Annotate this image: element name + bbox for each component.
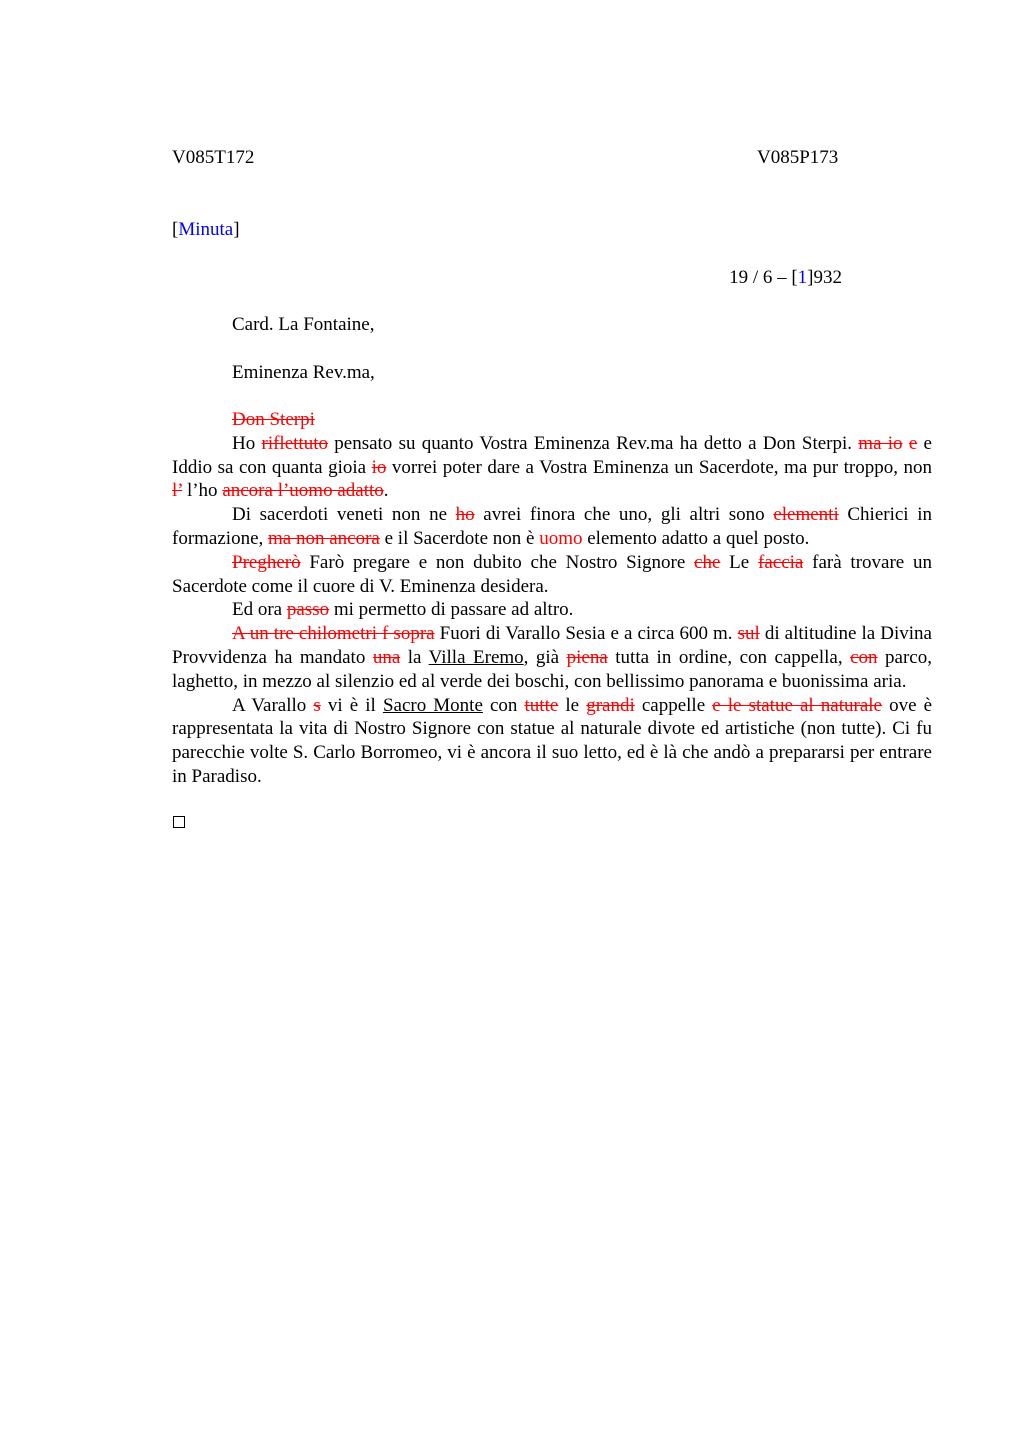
paragraph-3: Pregherò Farò pregare e non dubito che Nostro Signore che Le faccia farà trovare un Sacerdote come il cuore di V. Eminenza desidera. [172,551,932,597]
end-marker-square-icon [173,816,185,828]
salutation: Eminenza Rev.ma, [232,362,375,383]
paragraph-1: Ho riflettuto pensato su quanto Vostra Eminenza Rev.ma ha detto a Don Sterpi. ma io e e Iddio sa con quanta gioia io vorrei poter dare a Vostra Eminenza un Sacerdote, ma pur troppo, non l’ l’ho ancora l’uomo adatto. [172,432,932,502]
paragraph-5: A un tre chilometri f sopra Fuori di Varallo Sesia e a circa 600 m. sul di altitudine la Divina Provvidenza ha mandato una la Villa Eremo, già piena tutta in ordine, con cappella, con parco, laghetto, in mezzo al silenzio ed al verde dei boschi, con bellissimo panorama e buonissima aria. [172,623,932,692]
paragraph-2: Di sacerdoti veneti non ne ho avrei finora che uno, gli altri sono elementi Chierici in formazione, ma non ancora e il Sacerdote non è uomo elemento adatto a quel posto. [172,504,933,549]
minuta-editorial-text: Minuta [178,219,234,240]
document-code-left: V085T172 [172,147,255,168]
addressee: Card. La Fontaine, [232,314,375,335]
villa-eremo-underlined: Villa Eremo [428,646,524,668]
minuta-label: [Minuta] [172,219,240,240]
letter-date: 19 / 6 – [1]932 [729,267,842,288]
letter-body [172,408,932,789]
deleted-heading: Don Sterpi [232,409,315,430]
document-code-right: V085P173 [757,147,839,168]
deleted-heading-line [172,408,932,432]
paragraph-6: A Varallo s vi è il Sacro Monte con tutte le grandi cappelle e le statue al naturale ove è rappresentata la vita di Nostro Signore con statue al naturale divote ed artistiche (non tutte). Ci fu parecchie volte S. Carlo Borromeo, vi è ancora il suo letto, ed è là che andò a prepararsi per entrare in Paradiso. [172,694,933,787]
date-editorial-digit: 1 [797,267,808,288]
paragraph-4: Ed ora passo mi permetto di passare ad altro. [232,599,574,621]
sacro-monte-underlined: Sacro Monte [382,694,483,716]
